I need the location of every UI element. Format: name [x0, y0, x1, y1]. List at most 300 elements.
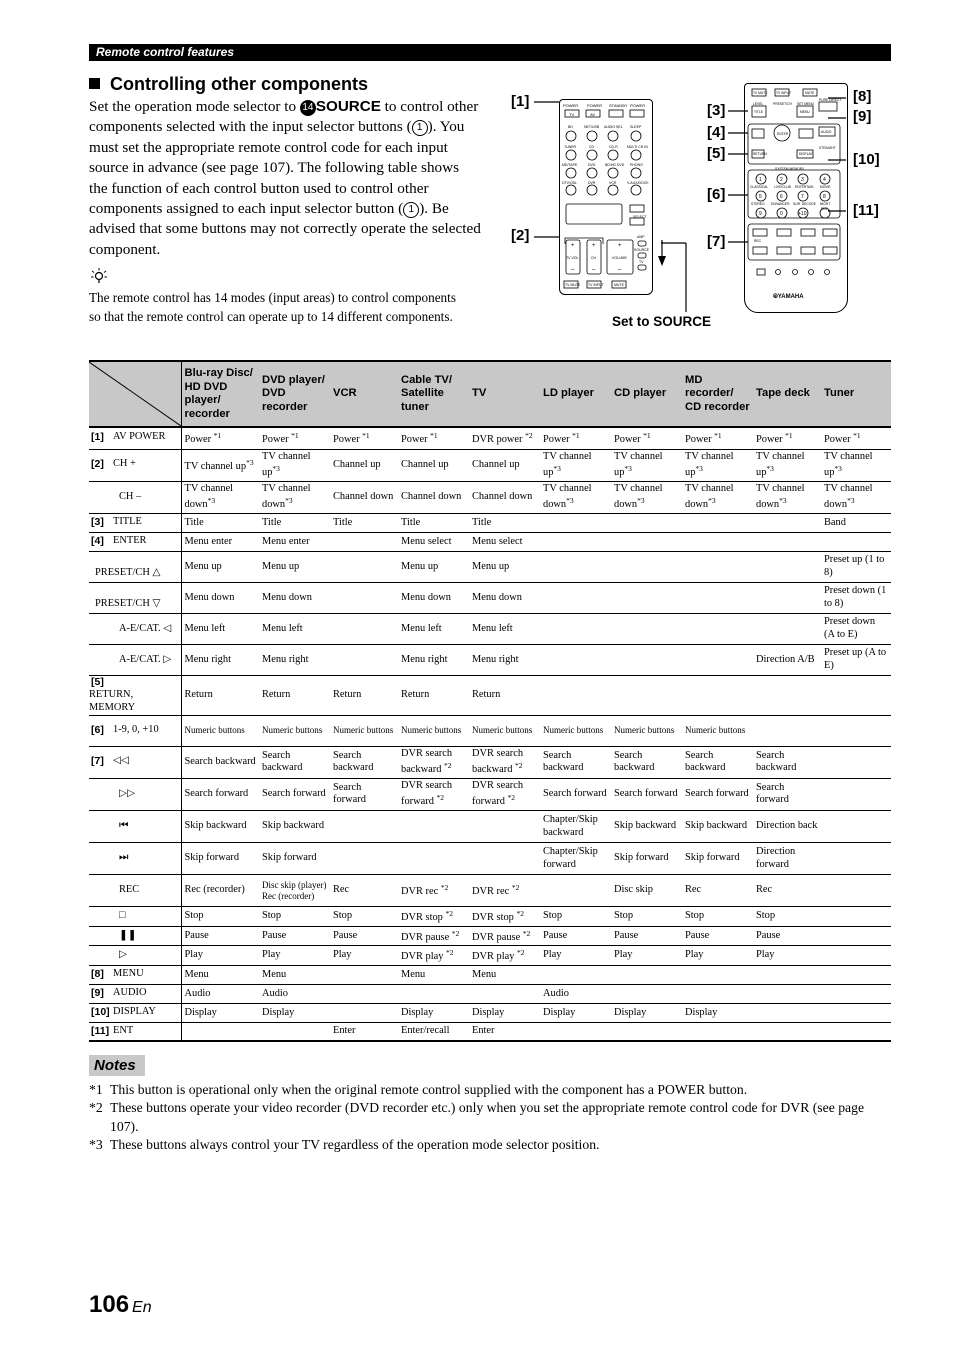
function-cell: Stop	[259, 907, 330, 927]
function-cell: Rec	[330, 875, 398, 907]
function-cell: DVR search backward $^{*2}$	[469, 746, 540, 778]
function-cell: Display	[682, 1003, 753, 1022]
function-cell: Numeric buttons	[540, 715, 611, 746]
intro-text-1: Set the operation mode selector to	[89, 98, 297, 115]
function-cell: Search forward	[540, 778, 611, 810]
function-cell	[181, 1022, 259, 1041]
svg-text:NIGHT: NIGHT	[820, 202, 831, 206]
function-cell: Search backward	[540, 746, 611, 778]
page-number	[89, 1291, 152, 1319]
section-title	[89, 74, 368, 95]
tip-text: The remote control has 14 modes (input areas) to control components so that the remote control can operate up to 14 different components.	[89, 290, 456, 324]
function-cell: Direction A/B	[753, 644, 821, 675]
function-cell: Power $^{*1}$	[259, 427, 330, 449]
function-cell: Play	[540, 946, 611, 966]
intro-text-4: ). Be advised that some buttons may not correctly operate the selected component.	[89, 200, 481, 258]
note-item	[89, 1136, 891, 1154]
function-cell: Enter	[469, 1022, 540, 1041]
function-cell: Channel down	[398, 481, 469, 513]
table-row	[89, 811, 891, 843]
function-cell	[540, 675, 611, 715]
function-cell: Band	[821, 513, 891, 532]
function-cell: Preset up (A to E)	[821, 644, 891, 675]
button-name-cell	[89, 1022, 181, 1041]
svg-text:ENTERTAIN: ENTERTAIN	[795, 185, 814, 189]
svg-text:STEREO: STEREO	[751, 202, 765, 206]
button-callout-number: [9]	[91, 987, 104, 1000]
function-cell: Pause	[181, 926, 259, 946]
svg-text:V-AUX/DOCK: V-AUX/DOCK	[627, 181, 649, 185]
svg-text:0: 0	[780, 211, 783, 217]
function-cell	[821, 675, 891, 715]
function-cell: Stop	[753, 907, 821, 927]
function-cell	[753, 532, 821, 551]
callout-11: [11]	[853, 202, 879, 219]
table-row	[89, 427, 891, 449]
function-cell: Channel down	[469, 481, 540, 513]
svg-text:POWER: POWER	[563, 103, 579, 108]
function-cell: Menu	[398, 965, 469, 984]
button-name-cell	[89, 875, 181, 907]
svg-text:TV VOL: TV VOL	[566, 256, 579, 260]
svg-text:8: 8	[823, 194, 826, 200]
svg-text:PRESET/CH: PRESET/CH	[773, 102, 792, 106]
svg-text:ENT: ENT	[821, 207, 828, 211]
svg-text:LEVEL: LEVEL	[753, 102, 764, 106]
svg-text:DVR: DVR	[588, 181, 596, 185]
button-name: ▷▷	[119, 788, 135, 800]
table-row	[89, 481, 891, 513]
button-name-cell	[89, 926, 181, 946]
function-cell: Audio	[181, 984, 259, 1003]
button-name: PRESET/CH ▽	[95, 597, 161, 609]
callout-1: [1]	[511, 93, 530, 110]
function-cell: Pause	[682, 926, 753, 946]
callout-7: [7]	[707, 233, 726, 250]
header-md-recorder: MD recorder/ CD recorder	[682, 361, 753, 427]
function-cell: Chapter/Skip forward	[540, 843, 611, 875]
svg-text:MULTI CH IN: MULTI CH IN	[627, 145, 648, 149]
button-callout-number: [4]	[91, 535, 104, 548]
function-cell	[611, 551, 682, 582]
function-cell: Menu	[469, 965, 540, 984]
function-cell	[469, 984, 540, 1003]
button-name: □	[119, 910, 126, 922]
function-cell: Stop	[330, 907, 398, 927]
button-name: PRESET/CH △	[95, 566, 161, 578]
button-name-cell	[89, 946, 181, 966]
function-cell: Return	[469, 675, 540, 715]
button-name-cell	[89, 907, 181, 927]
button-name: ENTER	[113, 535, 147, 547]
function-cell	[330, 532, 398, 551]
svg-text:2: 2	[780, 177, 783, 183]
button-name-cell	[89, 513, 181, 532]
intro-text-3: ). You must set the appropriate remote control code for each input source in advance (see page 107). The following table shows the function of each control button used to control other components assigned to each input selector button (	[89, 118, 465, 218]
svg-text:6: 6	[780, 194, 783, 200]
table-row	[89, 644, 891, 675]
table-row	[89, 984, 891, 1003]
function-cell: Menu	[259, 965, 330, 984]
function-cell: TV channel down$^{*3}$	[540, 481, 611, 513]
button-name-cell	[89, 843, 181, 875]
function-cell: TV channel down$^{*3}$	[682, 481, 753, 513]
table-row	[89, 907, 891, 927]
function-cell	[821, 1022, 891, 1041]
svg-text:TV MUTE: TV MUTE	[753, 91, 768, 95]
function-cell: Play	[181, 946, 259, 966]
note-item	[89, 1099, 891, 1136]
svg-text:VOLUME: VOLUME	[612, 256, 627, 260]
section-header-bar	[89, 44, 891, 61]
function-cell: TV channel down$^{*3}$	[181, 481, 259, 513]
function-cell	[821, 1003, 891, 1022]
function-cell	[682, 551, 753, 582]
notes-list	[89, 1081, 891, 1155]
callout-4: [4]	[707, 124, 726, 141]
button-callout-number: [6]	[91, 723, 104, 736]
svg-text:DISPLAY: DISPLAY	[799, 152, 813, 156]
function-cell: Search backward	[753, 746, 821, 778]
svg-text:CLASSICAL: CLASSICAL	[750, 185, 769, 189]
function-cell	[540, 513, 611, 532]
function-cell: TV channel down$^{*3}$	[259, 481, 330, 513]
function-cell: Menu down	[398, 582, 469, 613]
svg-text:–: –	[618, 267, 622, 273]
function-cell	[540, 644, 611, 675]
function-cell: Pause	[259, 926, 330, 946]
table-row	[89, 875, 891, 907]
function-cell: Stop	[682, 907, 753, 927]
function-cell: Display	[611, 1003, 682, 1022]
function-cell: Direction forward	[753, 843, 821, 875]
function-cell: Pause	[330, 926, 398, 946]
function-cell: Channel up	[330, 449, 398, 481]
button-name-cell	[89, 1003, 181, 1022]
svg-text:TV INPUT: TV INPUT	[776, 91, 792, 95]
function-cell: TV channel $up^{*3}$	[753, 449, 821, 481]
svg-text:BD/HD DVD: BD/HD DVD	[605, 163, 625, 167]
function-cell	[330, 811, 398, 843]
function-cell: Return	[330, 675, 398, 715]
function-cell	[540, 532, 611, 551]
header-bluray: Blu-ray Disc/ HD DVD player/ recorder	[181, 361, 259, 427]
function-cell	[753, 513, 821, 532]
tip-lightbulb-icon	[89, 267, 109, 285]
svg-text:TV: TV	[569, 112, 575, 117]
function-cell	[611, 532, 682, 551]
function-cell	[259, 1022, 330, 1041]
function-cell: Numeric buttons	[682, 715, 753, 746]
svg-text:LIVE/CLUB: LIVE/CLUB	[774, 185, 791, 189]
svg-text:+: +	[592, 243, 596, 249]
function-cell: Menu up	[469, 551, 540, 582]
button-name-cell	[89, 427, 181, 449]
svg-text:SYSTEM MEMORY: SYSTEM MEMORY	[775, 167, 805, 171]
function-cell	[330, 984, 398, 1003]
function-cell: Preset down (A to E)	[821, 613, 891, 644]
function-cell	[611, 984, 682, 1003]
svg-text:SELECT: SELECT	[633, 215, 647, 219]
svg-text:CD-R: CD-R	[609, 145, 618, 149]
function-cell: Power $^{*1}$	[682, 427, 753, 449]
callout-lines	[500, 80, 900, 330]
function-cell: Pause	[540, 926, 611, 946]
callout-9: [9]	[853, 108, 872, 125]
table-row	[89, 513, 891, 532]
button-name: ◁◁	[113, 755, 129, 767]
function-cell: Search backward	[330, 746, 398, 778]
button-callout-number: [2]	[91, 458, 104, 471]
function-cell	[611, 1022, 682, 1041]
svg-text:–: –	[592, 267, 596, 273]
svg-text:PURE DIRECT: PURE DIRECT	[819, 98, 842, 102]
function-cell	[682, 675, 753, 715]
function-cell: Menu right	[398, 644, 469, 675]
function-cell: DVR search forward $^{*2}$	[469, 778, 540, 810]
function-cell: DVR pause $^{*2}$	[398, 926, 469, 946]
function-cell: Menu right	[259, 644, 330, 675]
function-cell	[821, 984, 891, 1003]
input-button-number-icon: 1	[412, 120, 428, 136]
header-vcr: VCR	[330, 361, 398, 427]
intro-text-2: to control other components selected with the input selector buttons (	[89, 98, 479, 136]
function-cell: Search backward	[682, 746, 753, 778]
function-cell	[540, 965, 611, 984]
function-cell	[330, 613, 398, 644]
function-cell: Preset down (1 to 8)	[821, 582, 891, 613]
function-cell: Numeric buttons	[259, 715, 330, 746]
button-name-cell	[89, 613, 181, 644]
function-table	[89, 360, 891, 1042]
function-cell: Skip forward	[611, 843, 682, 875]
function-cell	[682, 984, 753, 1003]
function-cell: Title	[398, 513, 469, 532]
button-name: AUDIO	[113, 987, 147, 999]
function-cell: Skip backward	[682, 811, 753, 843]
function-cell	[330, 965, 398, 984]
function-cell: Power $^{*1}$	[398, 427, 469, 449]
svg-text:DVD: DVD	[588, 163, 596, 167]
svg-text:5: 5	[759, 194, 762, 200]
function-cell	[611, 613, 682, 644]
header-cd-player: CD player	[611, 361, 682, 427]
svg-text:+10: +10	[798, 211, 807, 217]
function-cell: Enter/recall	[398, 1022, 469, 1041]
function-cell	[682, 532, 753, 551]
button-name: A-E/CAT. ◁	[119, 622, 172, 634]
function-cell: Disc skip	[611, 875, 682, 907]
svg-text:TV MUTE: TV MUTE	[565, 283, 581, 287]
svg-text:STANDBY: STANDBY	[609, 103, 628, 108]
table-row	[89, 1003, 891, 1022]
button-name: REC	[119, 884, 140, 896]
function-cell: Title	[469, 513, 540, 532]
function-cell: Search forward	[682, 778, 753, 810]
function-cell: Title	[330, 513, 398, 532]
notes-title: Notes	[89, 1055, 145, 1076]
function-cell	[330, 644, 398, 675]
svg-text:4: 4	[823, 177, 826, 183]
svg-text:PHONO: PHONO	[630, 163, 643, 167]
function-cell	[540, 613, 611, 644]
function-cell	[469, 811, 540, 843]
callout-10: [10]	[853, 151, 880, 168]
function-cell: DVR search forward $^{*2}$	[398, 778, 469, 810]
note-mark: *3	[89, 1137, 103, 1153]
button-name: 1-9, 0, +10	[113, 723, 159, 735]
function-cell: Power $^{*1}$	[821, 427, 891, 449]
function-cell: Power $^{*1}$	[611, 427, 682, 449]
function-cell: TV channel $up^{*3}$	[611, 449, 682, 481]
function-cell: Menu select	[398, 532, 469, 551]
svg-text:ENHANCER: ENHANCER	[771, 202, 790, 206]
function-cell: Return	[398, 675, 469, 715]
function-cell: TV channel down$^{*3}$	[753, 481, 821, 513]
function-cell	[611, 513, 682, 532]
function-cell: Play	[682, 946, 753, 966]
button-name: TITLE	[113, 516, 142, 528]
svg-text:POWER: POWER	[630, 103, 646, 108]
function-cell: Rec	[753, 875, 821, 907]
function-cell: Stop	[611, 907, 682, 927]
function-cell: Power $^{*1}$	[540, 427, 611, 449]
svg-text:AUDIO SEL: AUDIO SEL	[604, 125, 623, 129]
button-callout-number: [8]	[91, 968, 104, 981]
svg-text:AMP: AMP	[637, 235, 645, 239]
callout-8: [8]	[853, 88, 872, 105]
svg-text:SLEEP: SLEEP	[630, 125, 642, 129]
button-name-cell	[89, 551, 181, 582]
function-cell: Rec (recorder)	[181, 875, 259, 907]
function-cell: Play	[259, 946, 330, 966]
svg-text:AV: AV	[590, 112, 596, 117]
svg-text:TV: TV	[639, 260, 644, 264]
function-cell: DVR rec $^{*2}$	[398, 875, 469, 907]
function-cell: TV channel $up^{*3}$	[540, 449, 611, 481]
function-cell	[753, 551, 821, 582]
callout-5: [5]	[707, 145, 726, 162]
function-cell: TV channel $up^{*3}$	[181, 449, 259, 481]
function-cell: Display	[259, 1003, 330, 1022]
function-cell: DVR stop $^{*2}$	[469, 907, 540, 927]
callout-6: [6]	[707, 186, 726, 203]
function-cell: Power $^{*1}$	[330, 427, 398, 449]
button-name: DISPLAY	[113, 1006, 156, 1018]
function-cell: Skip backward	[181, 811, 259, 843]
button-name-cell	[89, 746, 181, 778]
function-cell: Numeric buttons	[330, 715, 398, 746]
function-table-body	[89, 427, 891, 1041]
function-cell: Disc skip (player) Rec (recorder)	[259, 875, 330, 907]
function-cell: Chapter/Skip backward	[540, 811, 611, 843]
table-row	[89, 778, 891, 810]
function-cell	[821, 715, 891, 746]
function-cell: DVR pause $^{*2}$	[469, 926, 540, 946]
button-name-cell	[89, 532, 181, 551]
function-cell: Menu up	[398, 551, 469, 582]
button-name: ❚❚	[119, 929, 137, 941]
function-cell: Menu left	[259, 613, 330, 644]
function-cell	[398, 843, 469, 875]
svg-text:CD: CD	[589, 145, 595, 149]
function-cell: Play	[330, 946, 398, 966]
source-word: SOURCE	[315, 98, 381, 115]
function-cell: Menu down	[259, 582, 330, 613]
function-cell	[821, 811, 891, 843]
function-cell: Search backward	[181, 746, 259, 778]
function-cell: Numeric buttons	[398, 715, 469, 746]
button-name-cell	[89, 675, 181, 715]
svg-text:POWER: POWER	[587, 103, 603, 108]
table-row	[89, 449, 891, 481]
button-name-cell	[89, 778, 181, 810]
button-name-cell	[89, 644, 181, 675]
source-number-icon: 14	[300, 100, 316, 116]
button-callout-number: [5]	[91, 675, 104, 688]
svg-text:MOVIE: MOVIE	[820, 185, 831, 189]
svg-text:VCR: VCR	[609, 181, 617, 185]
function-cell	[611, 965, 682, 984]
function-cell: Display	[540, 1003, 611, 1022]
function-cell: Stop	[181, 907, 259, 927]
section-title-text: Controlling other components	[110, 74, 368, 94]
function-cell: Menu left	[181, 613, 259, 644]
intro-paragraph	[89, 97, 481, 260]
svg-text:MD/TAPE: MD/TAPE	[562, 163, 578, 167]
button-name: AV POWER	[113, 431, 166, 443]
button-name-cell	[89, 984, 181, 1003]
function-cell	[821, 532, 891, 551]
svg-text:TITLE: TITLE	[754, 110, 763, 114]
function-cell: Menu down	[181, 582, 259, 613]
function-cell: TV channel $up^{*3}$	[259, 449, 330, 481]
svg-text:STRAIGHT: STRAIGHT	[819, 146, 836, 150]
function-cell: Menu enter	[181, 532, 259, 551]
button-callout-number: [1]	[91, 431, 104, 444]
svg-text:REC: REC	[754, 239, 761, 243]
header-tuner: Tuner	[821, 361, 891, 427]
table-row	[89, 746, 891, 778]
button-callout-number: [7]	[91, 755, 104, 768]
function-cell: Power $^{*1}$	[753, 427, 821, 449]
table-row	[89, 675, 891, 715]
button-name-cell	[89, 715, 181, 746]
button-name: ⏭	[119, 852, 129, 864]
function-cell	[611, 644, 682, 675]
function-cell	[682, 1022, 753, 1041]
table-row	[89, 551, 891, 582]
function-cell: Stop	[540, 907, 611, 927]
svg-text:MENU: MENU	[800, 110, 810, 114]
function-cell: Audio	[540, 984, 611, 1003]
svg-text:TUNER: TUNER	[564, 145, 577, 149]
diagonal-header-cell	[89, 361, 181, 427]
function-cell	[821, 875, 891, 907]
svg-text:NET/USB: NET/USB	[584, 125, 600, 129]
function-cell	[821, 778, 891, 810]
function-cell: TV channel $up^{*3}$	[682, 449, 753, 481]
function-cell: Search backward	[611, 746, 682, 778]
svg-text:SET MENU: SET MENU	[797, 102, 814, 106]
function-cell	[469, 843, 540, 875]
function-cell: Menu left	[469, 613, 540, 644]
svg-text:CH: CH	[591, 256, 597, 260]
svg-text:SUR. DECODE: SUR. DECODE	[793, 202, 816, 206]
function-cell: Search forward	[611, 778, 682, 810]
function-cell: Menu up	[259, 551, 330, 582]
function-cell	[821, 746, 891, 778]
